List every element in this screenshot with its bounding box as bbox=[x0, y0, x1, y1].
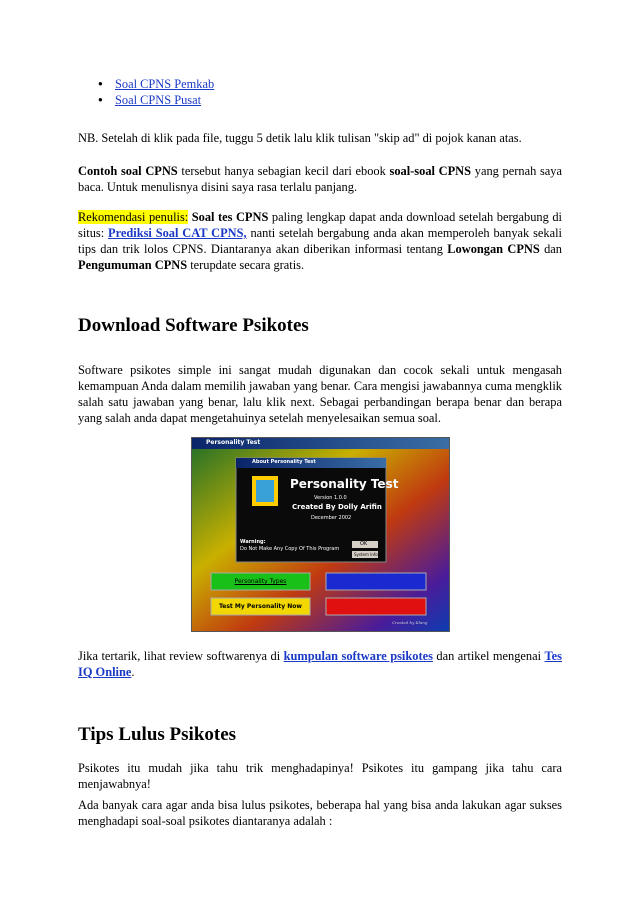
paragraph-psikotes-mudah: Psikotes itu mudah jika tahu trik menghadapinya! Psikotes itu gampang jika tahu cara menjawabnya! bbox=[78, 761, 562, 791]
created-by-text: Created By Dolly Arifin bbox=[292, 503, 382, 511]
personality-types-button[interactable]: Personality Types bbox=[234, 578, 287, 585]
exit-button[interactable]: Exit bbox=[370, 603, 382, 610]
text: . bbox=[131, 665, 135, 679]
link-kumpulan-software-psikotes[interactable]: kumpulan software psikotes bbox=[283, 649, 433, 663]
bold-text: soal-soal CPNS bbox=[389, 164, 472, 178]
link-prediksi-soal-cat[interactable]: Prediksi Soal CAT CPNS, bbox=[108, 226, 247, 240]
credit-text: Created by Klang bbox=[392, 620, 428, 625]
highlighted-text: Rekomendasi penulis: bbox=[78, 210, 189, 224]
text: paling lengkap dapat anda download setelah bergabung di situs: bbox=[78, 210, 562, 240]
bold-text: Lowongan CPNS bbox=[447, 242, 540, 256]
warning-label: Warning: bbox=[240, 539, 266, 545]
personality-test-screenshot bbox=[191, 437, 450, 632]
text: tersebut hanya sebagian kecil dari ebook bbox=[177, 164, 390, 178]
warning-text: Do Not Make Any Copy Of This Program bbox=[240, 546, 340, 552]
text: yang pernah saya baca. Untuk menulisnya disini saya rasa terlalu panjang. bbox=[78, 164, 562, 194]
ok-button[interactable]: OK bbox=[360, 541, 368, 547]
paragraph-review bbox=[78, 648, 562, 680]
text: terupdate secara gratis. bbox=[187, 258, 305, 272]
system-info-button[interactable]: System Info bbox=[354, 552, 378, 557]
paragraph-rekomendasi bbox=[78, 209, 562, 273]
bold-text: Contoh soal CPNS bbox=[78, 164, 178, 178]
link-soal-cpns-pusat[interactable]: Soal CPNS Pusat bbox=[115, 93, 202, 107]
app-name: Personality Test bbox=[290, 477, 399, 491]
paragraph-software-description: Software psikotes simple ini sangat mudah digunakan dan cocok sekali untuk mengasah kemampuan Anda dalam memilih jawaban yang benar. Cara mengisi jawabannya cuma mengklik salah satu jawaban yang benar, lalu klik next. Sebagai perbandingan berapa benar dan berapa yang salah anda dapat mengetahuinya setelah menyelesaikan semua soal. bbox=[78, 363, 562, 425]
heading-download-software: Download Software Psikotes bbox=[78, 315, 309, 336]
bold-text: Pengumuman CPNS bbox=[78, 258, 188, 272]
text: dan artikel mengenai bbox=[432, 649, 545, 663]
text: nanti setelah bergabung anda akan memperoleh banyak sekali tips dan trik lolos CPNS. Diantaranya akan diberikan informasi tentang bbox=[78, 226, 563, 256]
list-item bbox=[98, 76, 214, 92]
list-item bbox=[98, 92, 214, 108]
bold-text: Soal tes CPNS bbox=[188, 210, 269, 224]
window-title: Personality Test bbox=[206, 439, 261, 446]
link-list bbox=[98, 76, 214, 108]
date-text: December 2002 bbox=[311, 515, 352, 521]
about-dialog-title: About Personality Test bbox=[252, 459, 316, 465]
nb-paragraph: NB. Setelah di klik pada file, tuggu 5 detik lalu klik tulisan "skip ad" di pojok kanan atas. bbox=[78, 131, 522, 145]
link-soal-cpns-pemkab[interactable]: Soal CPNS Pemkab bbox=[115, 77, 215, 91]
text: Jika tertarik, lihat review softwarenya di bbox=[78, 649, 284, 663]
about-program-button[interactable]: About This Program bbox=[346, 578, 406, 585]
text: dan bbox=[539, 242, 562, 256]
paragraph-contoh-soal bbox=[78, 163, 562, 195]
heading-tips-lulus-psikotes: Tips Lulus Psikotes bbox=[78, 724, 237, 745]
paragraph-banyak-cara: Ada banyak cara agar anda bisa lulus psikotes, beberapa hal yang bisa anda lakukan agar sukses menghadapi soal-soal psikotes diantaranya adalah : bbox=[78, 798, 562, 828]
link-tes-iq-online[interactable]: Tes IQ Online bbox=[78, 649, 562, 679]
test-personality-button[interactable]: Test My Personality Now bbox=[219, 603, 302, 610]
version-text: Version 1.0.0 bbox=[314, 495, 347, 501]
